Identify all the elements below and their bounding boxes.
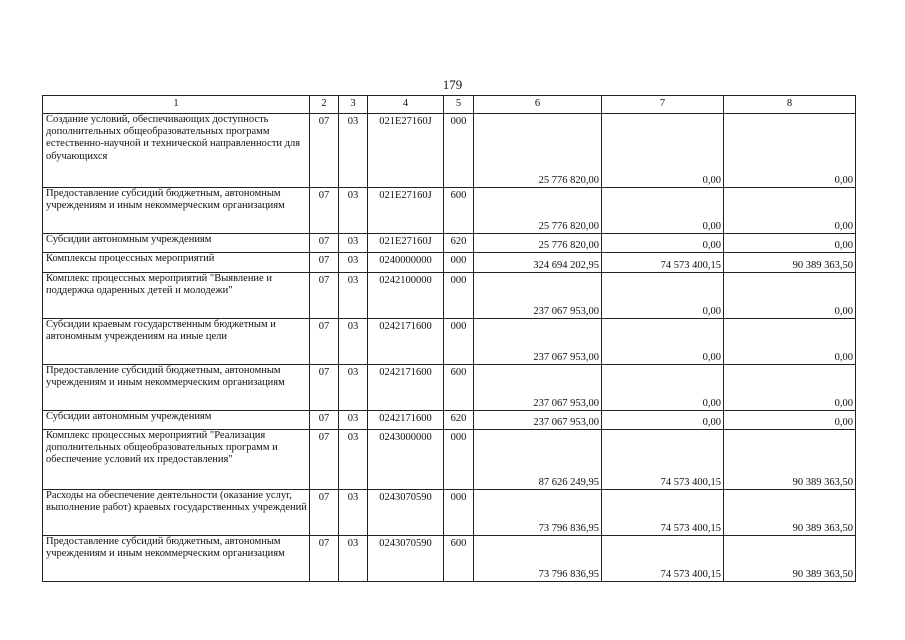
- target-article-cell: 021E27160J: [368, 234, 444, 253]
- amount-col6-cell: 237 067 953,00: [474, 319, 602, 365]
- expense-type-cell: 000: [444, 490, 474, 536]
- subsection-code-cell: 03: [339, 253, 368, 273]
- amount-col7-cell: 0,00: [602, 411, 724, 430]
- amount-col8-cell: 0,00: [724, 411, 856, 430]
- subsection-code-cell: 03: [339, 114, 368, 188]
- row-name-cell: Комплексы процессных мероприятий: [43, 253, 310, 273]
- amount-col6-cell: 324 694 202,95: [474, 253, 602, 273]
- amount-col8-cell: 0,00: [724, 234, 856, 253]
- table-row: [43, 365, 856, 411]
- expense-type-cell: 000: [444, 273, 474, 319]
- amount-col8-cell: 0,00: [724, 273, 856, 319]
- amount-col6-cell: 87 626 249,95: [474, 430, 602, 490]
- amount-col7-cell: 0,00: [602, 365, 724, 411]
- subsection-code-cell: 03: [339, 430, 368, 490]
- table-row: [43, 188, 856, 234]
- amount-col8-cell: 0,00: [724, 188, 856, 234]
- target-article-cell: 0243000000: [368, 430, 444, 490]
- table-row: [43, 234, 856, 253]
- table-row: [43, 319, 856, 365]
- subsection-code-cell: 03: [339, 234, 368, 253]
- expense-type-cell: 600: [444, 188, 474, 234]
- section-code-cell: 07: [310, 490, 339, 536]
- amount-col7-cell: 0,00: [602, 273, 724, 319]
- row-name-cell: Комплекс процессных мероприятий "Выявление и поддержка одаренных детей и молодежи": [43, 273, 310, 319]
- amount-col7-cell: 74 573 400,15: [602, 430, 724, 490]
- table-row: [43, 411, 856, 430]
- amount-col8-cell: 0,00: [724, 365, 856, 411]
- amount-col8-cell: 90 389 363,50: [724, 430, 856, 490]
- row-name-cell: Субсидии краевым государственным бюджетным и автономным учреждениям на иные цели: [43, 319, 310, 365]
- target-article-cell: 0242100000: [368, 273, 444, 319]
- section-code-cell: 07: [310, 253, 339, 273]
- amount-col8-cell: 0,00: [724, 114, 856, 188]
- table-row: [43, 490, 856, 536]
- target-article-cell: 021E27160J: [368, 114, 444, 188]
- amount-col7-cell: 0,00: [602, 188, 724, 234]
- expense-type-cell: 620: [444, 234, 474, 253]
- section-code-cell: 07: [310, 319, 339, 365]
- column-header: 7: [602, 96, 724, 114]
- expense-type-cell: 600: [444, 365, 474, 411]
- subsection-code-cell: 03: [339, 490, 368, 536]
- target-article-cell: 0242171600: [368, 319, 444, 365]
- amount-col6-cell: 25 776 820,00: [474, 188, 602, 234]
- amount-col6-cell: 237 067 953,00: [474, 273, 602, 319]
- row-name-cell: Комплекс процессных мероприятий "Реализация дополнительных общеобразовательных программ и обеспечение условий их предоставления": [43, 430, 310, 490]
- row-name-cell: Создание условий, обеспечивающих доступность дополнительных общеобразовательных программ естественно-научной и технической направленности для обучающихся: [43, 114, 310, 188]
- row-name-cell: Субсидии автономным учреждениям: [43, 234, 310, 253]
- expense-type-cell: 000: [444, 114, 474, 188]
- page-number: 179: [442, 77, 463, 92]
- amount-col7-cell: 74 573 400,15: [602, 490, 724, 536]
- target-article-cell: 0242171600: [368, 411, 444, 430]
- row-name-cell: Предоставление субсидий бюджетным, автономным учреждениям и иным некоммерческим организациям: [43, 365, 310, 411]
- section-code-cell: 07: [310, 188, 339, 234]
- amount-col8-cell: 90 389 363,50: [724, 536, 856, 582]
- amount-col7-cell: 0,00: [602, 234, 724, 253]
- amount-col8-cell: 90 389 363,50: [724, 253, 856, 273]
- column-header: 4: [368, 96, 444, 114]
- subsection-code-cell: 03: [339, 536, 368, 582]
- section-code-cell: 07: [310, 114, 339, 188]
- subsection-code-cell: 03: [339, 319, 368, 365]
- section-code-cell: 07: [310, 365, 339, 411]
- amount-col8-cell: 0,00: [724, 319, 856, 365]
- table-row: [43, 273, 856, 319]
- expense-type-cell: 620: [444, 411, 474, 430]
- column-header: 5: [444, 96, 474, 114]
- subsection-code-cell: 03: [339, 365, 368, 411]
- section-code-cell: 07: [310, 430, 339, 490]
- row-name-cell: Предоставление субсидий бюджетным, автономным учреждениям и иным некоммерческим организациям: [43, 188, 310, 234]
- target-article-cell: 0242171600: [368, 365, 444, 411]
- target-article-cell: 0243070590: [368, 490, 444, 536]
- amount-col7-cell: 0,00: [602, 319, 724, 365]
- column-header: 8: [724, 96, 856, 114]
- amount-col7-cell: 74 573 400,15: [602, 253, 724, 273]
- amount-col6-cell: 25 776 820,00: [474, 234, 602, 253]
- row-name-cell: Расходы на обеспечение деятельности (оказание услуг, выполнение работ) краевых государственных учреждений: [43, 490, 310, 536]
- section-code-cell: 07: [310, 411, 339, 430]
- subsection-code-cell: 03: [339, 273, 368, 319]
- column-header: 1: [43, 96, 310, 114]
- header-row: [43, 96, 856, 114]
- column-header: 3: [339, 96, 368, 114]
- amount-col6-cell: 237 067 953,00: [474, 365, 602, 411]
- row-name-cell: Субсидии автономным учреждениям: [43, 411, 310, 430]
- amount-col7-cell: 0,00: [602, 114, 724, 188]
- section-code-cell: 07: [310, 536, 339, 582]
- row-name-cell: Предоставление субсидий бюджетным, автономным учреждениям и иным некоммерческим организациям: [43, 536, 310, 582]
- expense-type-cell: 600: [444, 536, 474, 582]
- table-row: [43, 536, 856, 582]
- amount-col8-cell: 90 389 363,50: [724, 490, 856, 536]
- expense-type-cell: 000: [444, 253, 474, 273]
- amount-col6-cell: 237 067 953,00: [474, 411, 602, 430]
- amount-col7-cell: 74 573 400,15: [602, 536, 724, 582]
- target-article-cell: 0243070590: [368, 536, 444, 582]
- table-row: [43, 430, 856, 490]
- amount-col6-cell: 73 796 836,95: [474, 490, 602, 536]
- subsection-code-cell: 03: [339, 188, 368, 234]
- column-header: 2: [310, 96, 339, 114]
- expense-type-cell: 000: [444, 430, 474, 490]
- subsection-code-cell: 03: [339, 411, 368, 430]
- expense-type-cell: 000: [444, 319, 474, 365]
- amount-col6-cell: 73 796 836,95: [474, 536, 602, 582]
- amount-col6-cell: 25 776 820,00: [474, 114, 602, 188]
- table-row: [43, 114, 856, 188]
- section-code-cell: 07: [310, 273, 339, 319]
- column-header: 6: [474, 96, 602, 114]
- target-article-cell: 021E27160J: [368, 188, 444, 234]
- table-row: [43, 253, 856, 273]
- target-article-cell: 0240000000: [368, 253, 444, 273]
- section-code-cell: 07: [310, 234, 339, 253]
- budget-table: [42, 95, 856, 582]
